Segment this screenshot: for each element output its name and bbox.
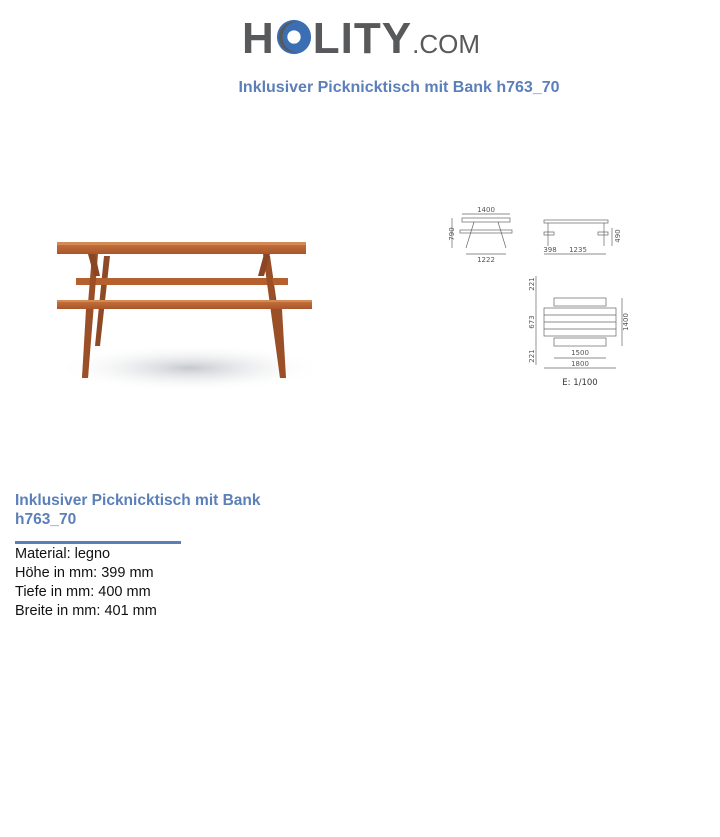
dim-front-base: 1222: [477, 256, 495, 264]
product-image: [50, 228, 330, 398]
dim-front-width: 1400: [477, 206, 495, 214]
dim-plan-mid: 673: [528, 315, 536, 329]
drawing-scale: E: 1/100: [562, 378, 598, 388]
brand-domain: .COM: [412, 29, 480, 59]
dim-side-height: 490: [614, 229, 622, 243]
plan-view-bench-top: [554, 298, 606, 306]
brand-logo[interactable]: [242, 8, 482, 70]
dim-plan-bottom: 221: [528, 349, 536, 363]
front-view-top: [462, 218, 510, 222]
plan-view-bench-bottom: [554, 338, 606, 346]
spec-row-width: [15, 602, 157, 621]
spec-value: 401 mm: [104, 603, 157, 619]
spec-row-material: [15, 545, 157, 564]
product-name: Inklusiver Picknicktisch mit Bank h763_70: [15, 492, 261, 528]
divider: [15, 541, 181, 544]
side-view-top: [544, 220, 608, 223]
spec-row-depth: [15, 583, 157, 602]
page-title: Inklusiver Picknicktisch mit Bank h763_70: [238, 79, 560, 96]
dim-plan-depth: 1400: [622, 313, 630, 331]
brand-name-part2: LITY: [312, 14, 413, 63]
spec-value: 400 mm: [98, 584, 151, 600]
spec-row-height: [15, 564, 157, 583]
dim-plan-inner: 1500: [571, 349, 589, 357]
spec-label: Tiefe in mm :: [15, 584, 98, 600]
logo-circle-icon: [275, 17, 313, 57]
brand-wordmark: [242, 14, 480, 69]
dim-side-width: 1235: [569, 246, 587, 254]
spec-label: Breite in mm :: [15, 603, 104, 619]
spec-list: [15, 545, 157, 621]
brand-name-part1: H: [242, 14, 275, 63]
spec-value: 399 mm: [101, 565, 154, 581]
dim-side-left: 398: [543, 246, 557, 254]
dim-front-height: 790: [448, 227, 456, 241]
spec-label: Höhe in mm :: [15, 565, 101, 581]
technical-drawing: [440, 200, 640, 395]
dim-plan-outer: 1800: [571, 360, 589, 368]
dim-plan-top: 221: [528, 277, 536, 291]
spec-label: Material :: [15, 546, 75, 562]
spec-value: legno: [74, 546, 111, 562]
